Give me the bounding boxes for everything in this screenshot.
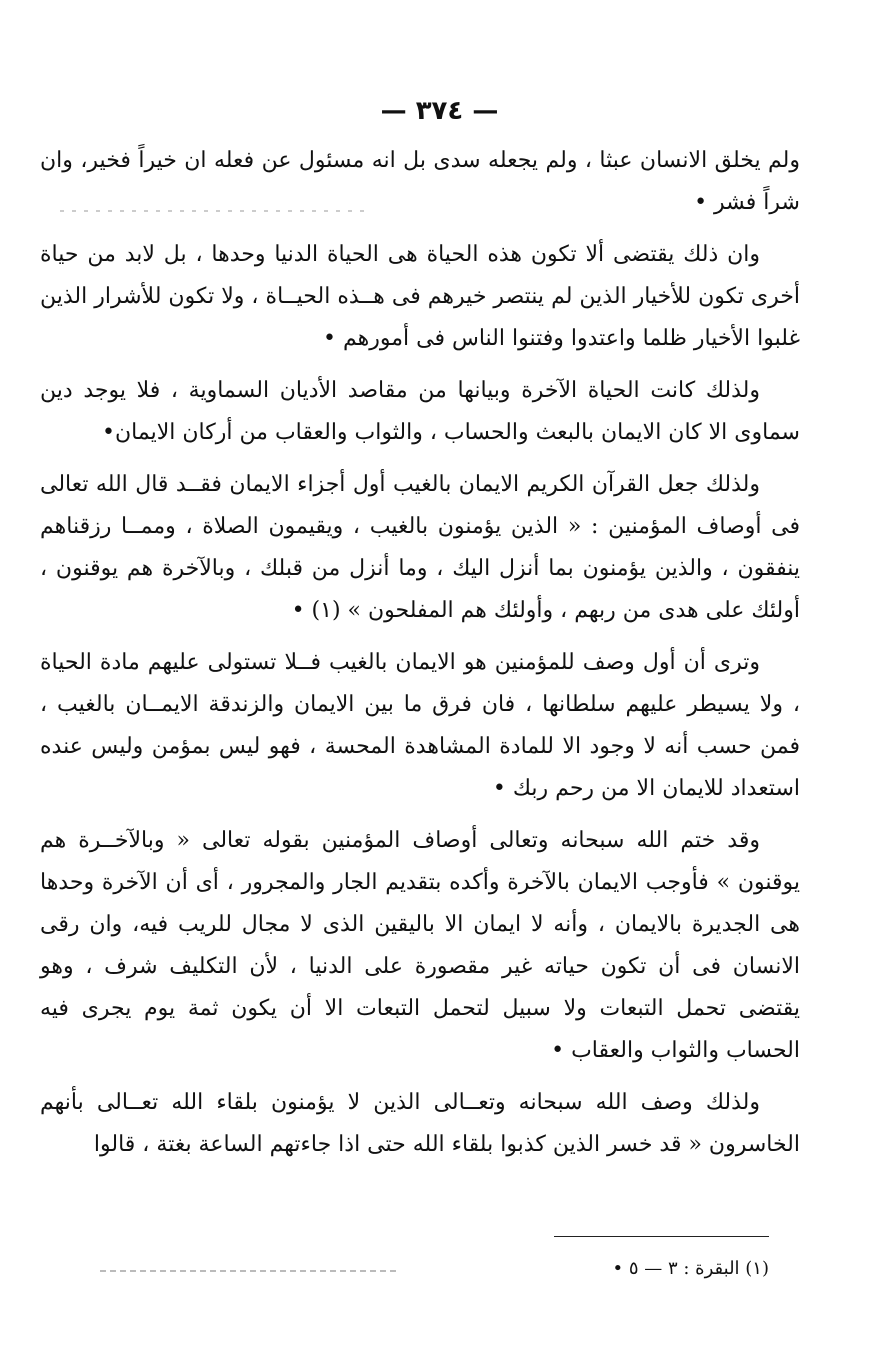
paragraph: ولذلك كانت الحياة الآخرة وبيانها من مقاصد الأديان السماوية ، فلا يوجد دين سماوى الا كان الايمان بالبعث والحساب ، والثواب والعقاب من أركان الايمان• [40,378,800,445]
paragraph: وترى أن أول وصف للمؤمنين هو الايمان بالغيب فــلا تستولى عليهم مادة الحياة ، ولا يسيطر عليهم سلطانها ، فان فرق ما بين الايمان والزندقة الايمــان بالغيب ، فمن حسب أنه لا وجود الا للمادة المشاهدة المحسة ، فهو ليس بمؤمن وليس عنده استعداد للايمان الا من رحم ربك • [40,650,800,801]
footnote-divider [554,1236,769,1237]
scan-artifact [100,1270,400,1272]
paragraph: وان ذلك يقتضى ألا تكون هذه الحياة هى الحياة الدنيا وحدها ، بل لابد من حياة أخرى تكون للأخيار الذين لم ينتصر خيرهم فى هــذه الحيــاة ، ولا تكون للأشرار الذين غلبوا الأخيار ظلما واعتدوا وفتنوا الناس فى أمورهم • [40,242,800,351]
body-text [40,140,800,1176]
footnote: (١) البقرة : ٣ — ٥ • [612,1258,769,1279]
page-number: — ٣٧٤ — [380,96,499,126]
paragraph: وقد ختم الله سبحانه وتعالى أوصاف المؤمنين بقوله تعالى « وبالآخــرة هم يوقنون » فأوجب الايمان بالآخرة وأكده بتقديم الجار والمجرور ، أى أن الآخرة وحدها هى الجديرة بالايمان ، وأنه لا ايمان الا باليقين الذى لا مجال للريب فيه، وان رقى الانسان فى أن تكون حياته غير مقصورة على الدنيا ، لأن التكليف شرف ، وهو يقتضى تحمل التبعات ولا سبيل لتحمل التبعات الا أن يكون ثمة يوم يجرى فيه الحساب والثواب والعقاب • [40,828,800,1063]
paragraph: ولم يخلق الانسان عبثا ، ولم يجعله سدى بل انه مسئول عن فعله ان خيراً فخير، وان شراً فشر • [40,148,800,215]
paragraph: ولذلك وصف الله سبحانه وتعــالى الذين لا يؤمنون بلقاء الله تعــالى بأنهم الخاسرون « قد خسر الذين كذبوا بلقاء الله حتى اذا جاءتهم الساعة بغتة ، قالوا [40,1090,800,1157]
paragraph: ولذلك جعل القرآن الكريم الايمان بالغيب أول أجزاء الايمان فقــد قال الله تعالى فى أوصاف المؤمنين : « الذين يؤمنون بالغيب ، ويقيمون الصلاة ، وممــا رزقناهم ينفقون ، والذين يؤمنون بما أنزل اليك ، وما أنزل من قبلك ، وبالآخرة هم يوقنون ، أولئك على هدى من ربهم ، وأولئك هم المفلحون » (١) • [40,472,800,623]
